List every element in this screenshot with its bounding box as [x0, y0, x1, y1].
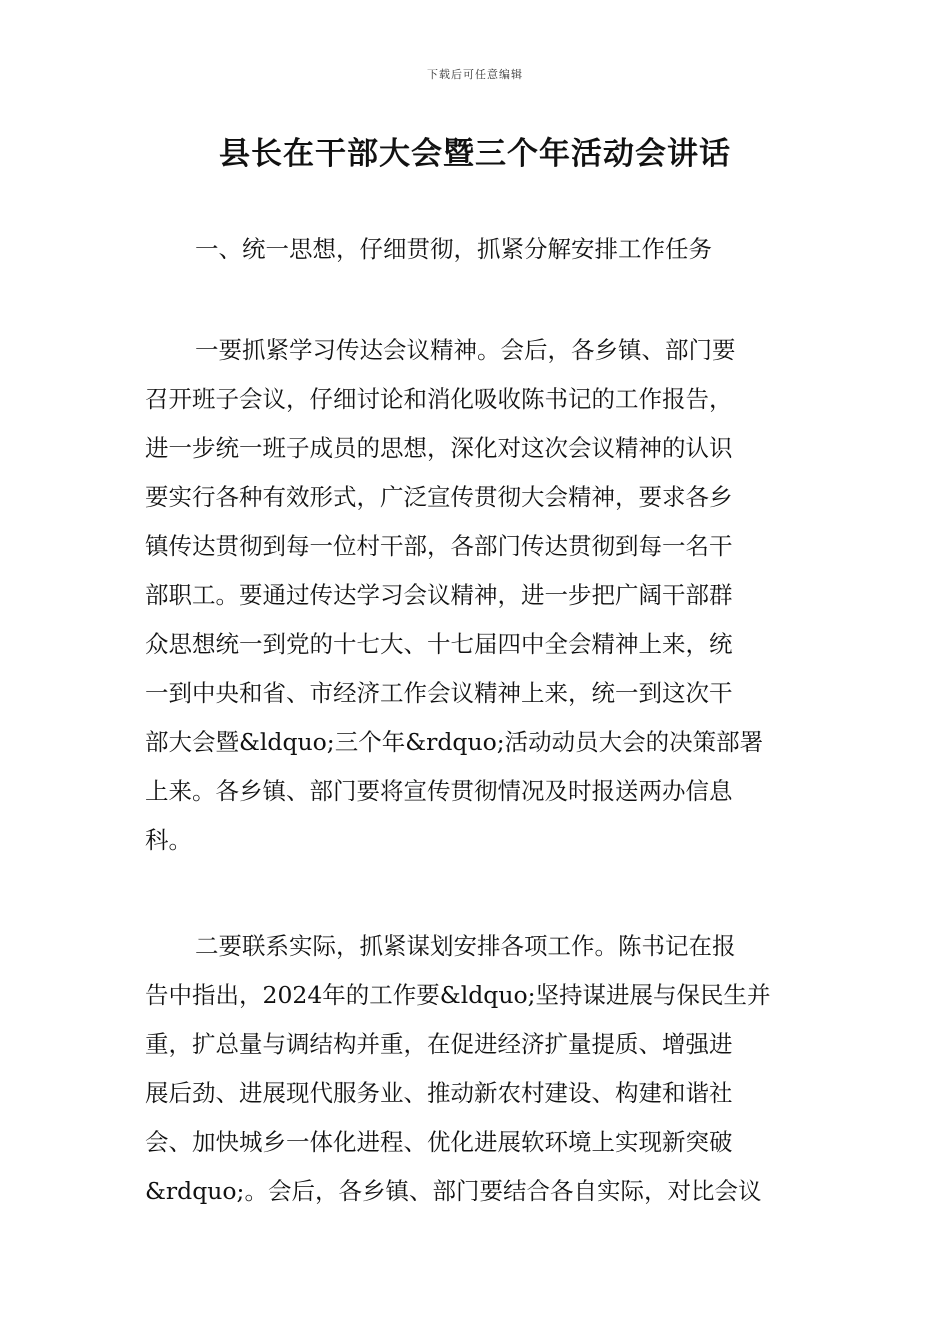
paragraph-line: 展后劲、进展现代服务业、推动新农村建设、构建和谐社	[145, 1079, 733, 1107]
header-note: 下载后可任意编辑	[427, 68, 523, 81]
paragraph-line: 众思想统一到党的十七大、十七届四中全会精神上来，统	[145, 630, 733, 658]
paragraph-line: 部大会暨&ldquo;三个年&rdquo;活动动员大会的决策部署	[145, 728, 764, 756]
paragraph-line: 会、加快城乡一体化进程、优化进展软环境上实现新突破	[145, 1128, 733, 1156]
paragraph-line: 科。	[145, 826, 192, 854]
paragraph-line: 部职工。要通过传达学习会议精神，进一步把广阔干部群	[145, 581, 733, 609]
paragraph-2	[145, 922, 807, 1216]
paragraph-1	[145, 326, 807, 865]
paragraph-line: 二要联系实际，抓紧谋划安排各项工作。陈书记在报	[195, 932, 736, 960]
paragraph-line: 告中指出，2024年的工作要&ldquo;坚持谋进展与保民生并	[145, 981, 771, 1009]
paragraph-line: 一要抓紧学习传达会议精神。会后，各乡镇、部门要	[195, 336, 736, 364]
paragraph-line: 重，扩总量与调结构并重，在促进经济扩量提质、增强进	[145, 1030, 733, 1058]
paragraph-line: 要实行各种有效形式，广泛宣传贯彻大会精神，要求各乡	[145, 483, 733, 511]
paragraph-line: 召开班子会议，仔细讨论和消化吸收陈书记的工作报告，	[145, 385, 733, 413]
paragraph-line: 一到中央和省、市经济工作会议精神上来，统一到这次干	[145, 679, 733, 707]
paragraph-line: 上来。各乡镇、部门要将宣传贯彻情况及时报送两办信息	[145, 777, 733, 805]
section-heading: 一、统一思想，仔细贯彻，抓紧分解安排工作任务	[195, 235, 712, 263]
paragraph-line: &rdquo;。会后，各乡镇、部门要结合各自实际，对比会议	[145, 1177, 762, 1205]
paragraph-line: 进一步统一班子成员的思想，深化对这次会议精神的认识	[145, 434, 733, 462]
paragraph-line: 镇传达贯彻到每一位村干部，各部门传达贯彻到每一名干	[145, 532, 733, 560]
page-title: 县长在干部大会暨三个年活动会讲话	[219, 136, 731, 172]
